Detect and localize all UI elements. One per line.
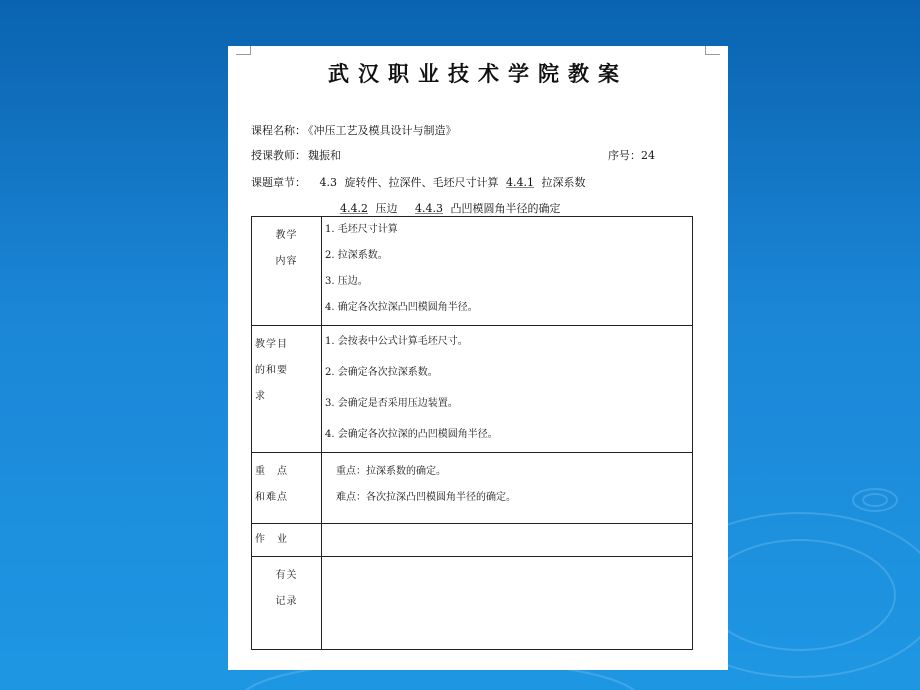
- list-item: 2. 会确定各次拉深系数。: [325, 367, 438, 378]
- page-corner-mark: [705, 46, 720, 55]
- goals-header: 教学目 的和要 求: [255, 339, 288, 402]
- list-item: 1. 毛坯尺寸计算: [325, 224, 398, 235]
- goals-cell: [322, 326, 693, 453]
- records-cell: [322, 557, 693, 650]
- document-title: 武汉职业技术学院教案: [328, 61, 628, 86]
- serial-label: 序号：: [608, 149, 641, 162]
- table-row: [252, 326, 693, 453]
- list-item: 4. 确定各次拉深凸凹模圆角半径。: [325, 302, 478, 313]
- list-item: 3. 会确定是否采用压边装置。: [325, 398, 458, 409]
- list-item: 重点：拉深系数的确定。: [336, 466, 446, 477]
- content-cell: [322, 217, 693, 326]
- homework-header-cell: [252, 524, 322, 557]
- topic-section: 4.4.3: [415, 202, 443, 215]
- list-item: 4. 会确定各次拉深的凸凹模圆角半径。: [325, 429, 498, 440]
- homework-cell: [322, 524, 693, 557]
- topic-section: 4.3: [319, 176, 337, 189]
- topic-section: 4.4.2: [340, 202, 368, 215]
- records-header-cell: [252, 557, 322, 650]
- list-item: 3. 压边。: [325, 276, 368, 287]
- keypoints-header: 重 点 和难点: [255, 466, 288, 503]
- serial-value: 24: [641, 149, 655, 162]
- table-row: [252, 557, 693, 650]
- keypoints-header-cell: [252, 453, 322, 524]
- topic-text: 拉深系数: [541, 176, 586, 189]
- topic-line-1: [251, 174, 586, 190]
- topic-label: 课题章节：: [251, 176, 306, 189]
- content-header: 教学 内容: [275, 230, 298, 267]
- course-line: [251, 122, 457, 138]
- records-header: 有关 记录: [275, 570, 298, 607]
- goals-header-cell: [252, 326, 322, 453]
- topic-text: 凸凹模圆角半径的确定: [450, 202, 561, 215]
- homework-header: 作 业: [255, 534, 288, 545]
- teacher-label: 授课教师：: [251, 149, 306, 162]
- table-row: [252, 217, 693, 326]
- lesson-plan-page: [228, 46, 728, 670]
- topic-text: 旋转件、拉深件、毛坯尺寸计算: [344, 176, 499, 189]
- topic-section: 4.4.1: [506, 176, 534, 189]
- course-value: 《冲压工艺及模具设计与制造》: [308, 124, 457, 137]
- teacher-value: 魏振和: [308, 149, 341, 162]
- table-row: [252, 453, 693, 524]
- list-item: 1. 会按表中公式计算毛坯尺寸。: [325, 336, 468, 347]
- serial-line: [608, 147, 655, 163]
- topic-line-2: [340, 200, 561, 216]
- content-header-cell: [252, 217, 322, 326]
- list-item: 难点：各次拉深凸凹模圆角半径的确定。: [336, 492, 516, 503]
- table-row: [252, 524, 693, 557]
- list-item: 2. 拉深系数。: [325, 250, 388, 261]
- page-corner-mark: [236, 46, 251, 55]
- topic-text: 压边: [375, 202, 398, 215]
- lesson-plan-table: [251, 216, 693, 650]
- teacher-line: [251, 147, 341, 163]
- course-label: 课程名称：: [251, 124, 306, 137]
- keypoints-cell: [322, 453, 693, 524]
